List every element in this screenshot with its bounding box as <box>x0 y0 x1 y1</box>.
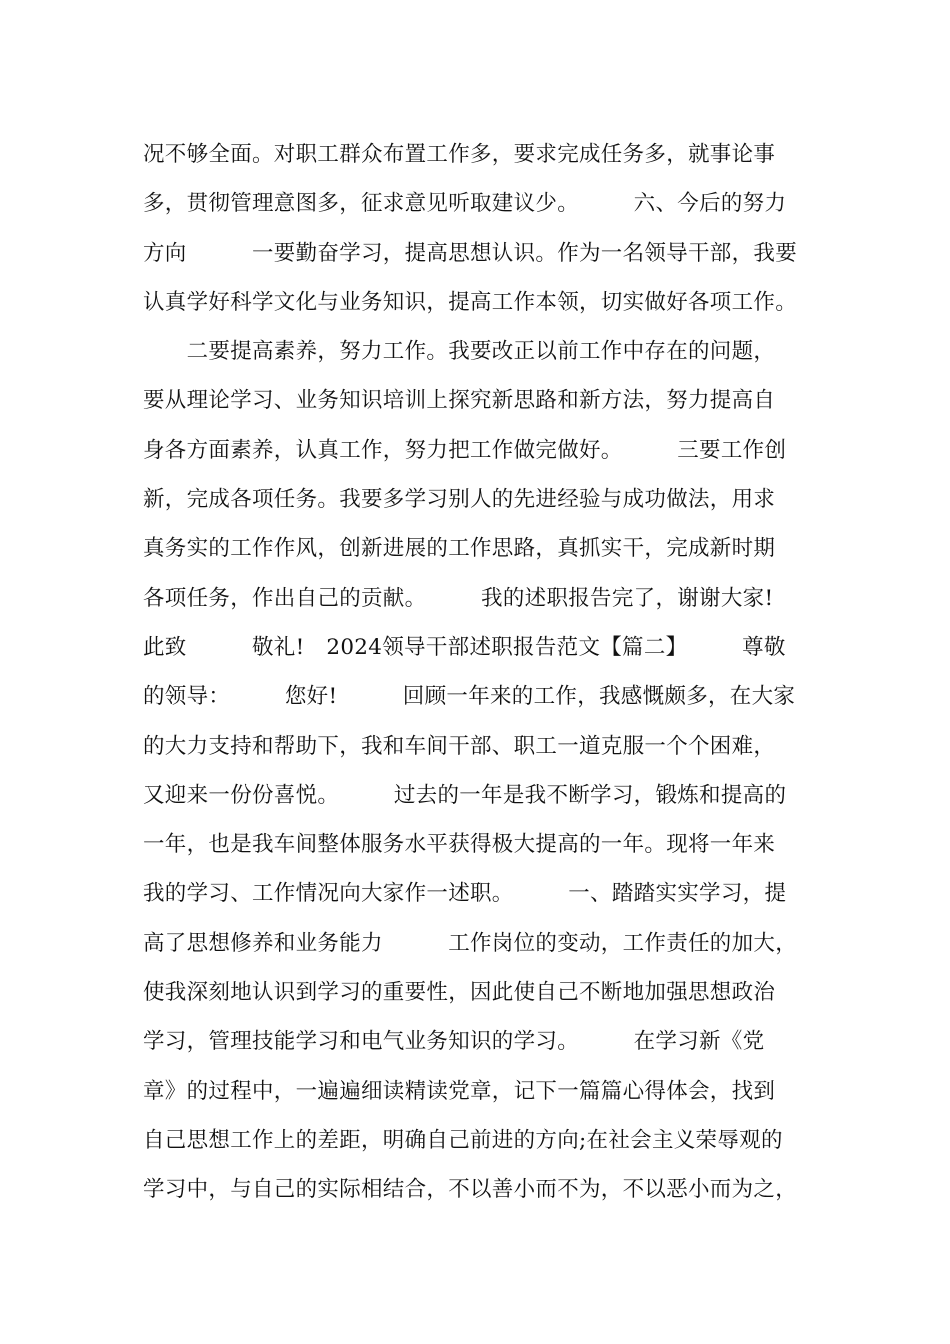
text-line: 学习中，与自己的实际相结合，不以善小而不为，不以恶小而为之， <box>143 1177 798 1203</box>
text-line: 高了思想修养和业务能力 工作岗位的变动，工作责任的加大， <box>143 930 798 956</box>
text-line: 真务实的工作作风，创新进展的工作思路，真抓实干，完成新时期 <box>143 536 776 562</box>
text-line: 章》的过程中，一遍遍细读精读党章，记下一篇篇心得体会，找到 <box>143 1078 776 1104</box>
text-line: 要从理论学习、业务知识培训上探究新思路和新方法，努力提高自 <box>143 388 776 414</box>
text-line: 方向 一要勤奋学习，提高思想认识。作为一名领导干部，我要 <box>143 240 798 266</box>
body-text <box>143 130 843 1215</box>
text-line: 多，贯彻管理意图多，征求意见听取建议少。 六、今后的努力 <box>143 191 787 217</box>
text-line: 使我深刻地认识到学习的重要性，因此使自己不断地加强思想政治 <box>143 980 776 1006</box>
text-line: 各项任务，作出自己的贡献。 我的述职报告完了，谢谢大家! <box>143 585 774 611</box>
text-line: 新，完成各项任务。我要多学习别人的先进经验与成功做法，用求 <box>143 487 776 513</box>
text-line: 学习，管理技能学习和电气业务知识的学习。 在学习新《党 <box>143 1029 765 1055</box>
text-line: 二要提高素养，努力工作。我要改正以前工作中存在的问题， <box>143 339 776 365</box>
text-line: 况不够全面。对职工群众布置工作多，要求完成任务多，就事论事 <box>143 142 776 167</box>
text-line: 的大力支持和帮助下，我和车间干部、职工一道克服一个个困难， <box>143 733 776 759</box>
text-line: 此致 敬礼! 2024领导干部述职报告范文【篇二】 尊敬 <box>143 634 786 660</box>
text-line: 认真学好科学文化与业务知识，提高工作本领，切实做好各项工作。 <box>143 289 798 315</box>
text-line: 自己思想工作上的差距，明确自己前进的方向;在社会主义荣辱观的 <box>143 1127 783 1153</box>
text-line: 我的学习、工作情况向大家作一述职。 一、踏踏实实学习，提 <box>143 881 787 907</box>
text-line: 身各方面素养，认真工作，努力把工作做完做好。 三要工作创 <box>143 437 787 463</box>
text-line: 的领导： 您好! 回顾一年来的工作，我感慨颇多，在大家 <box>143 684 796 710</box>
text-line: 一年，也是我车间整体服务水平获得极大提高的一年。现将一年来 <box>143 832 776 858</box>
text-line: 又迎来一份份喜悦。 过去的一年是我不断学习，锻炼和提高的 <box>143 782 787 808</box>
